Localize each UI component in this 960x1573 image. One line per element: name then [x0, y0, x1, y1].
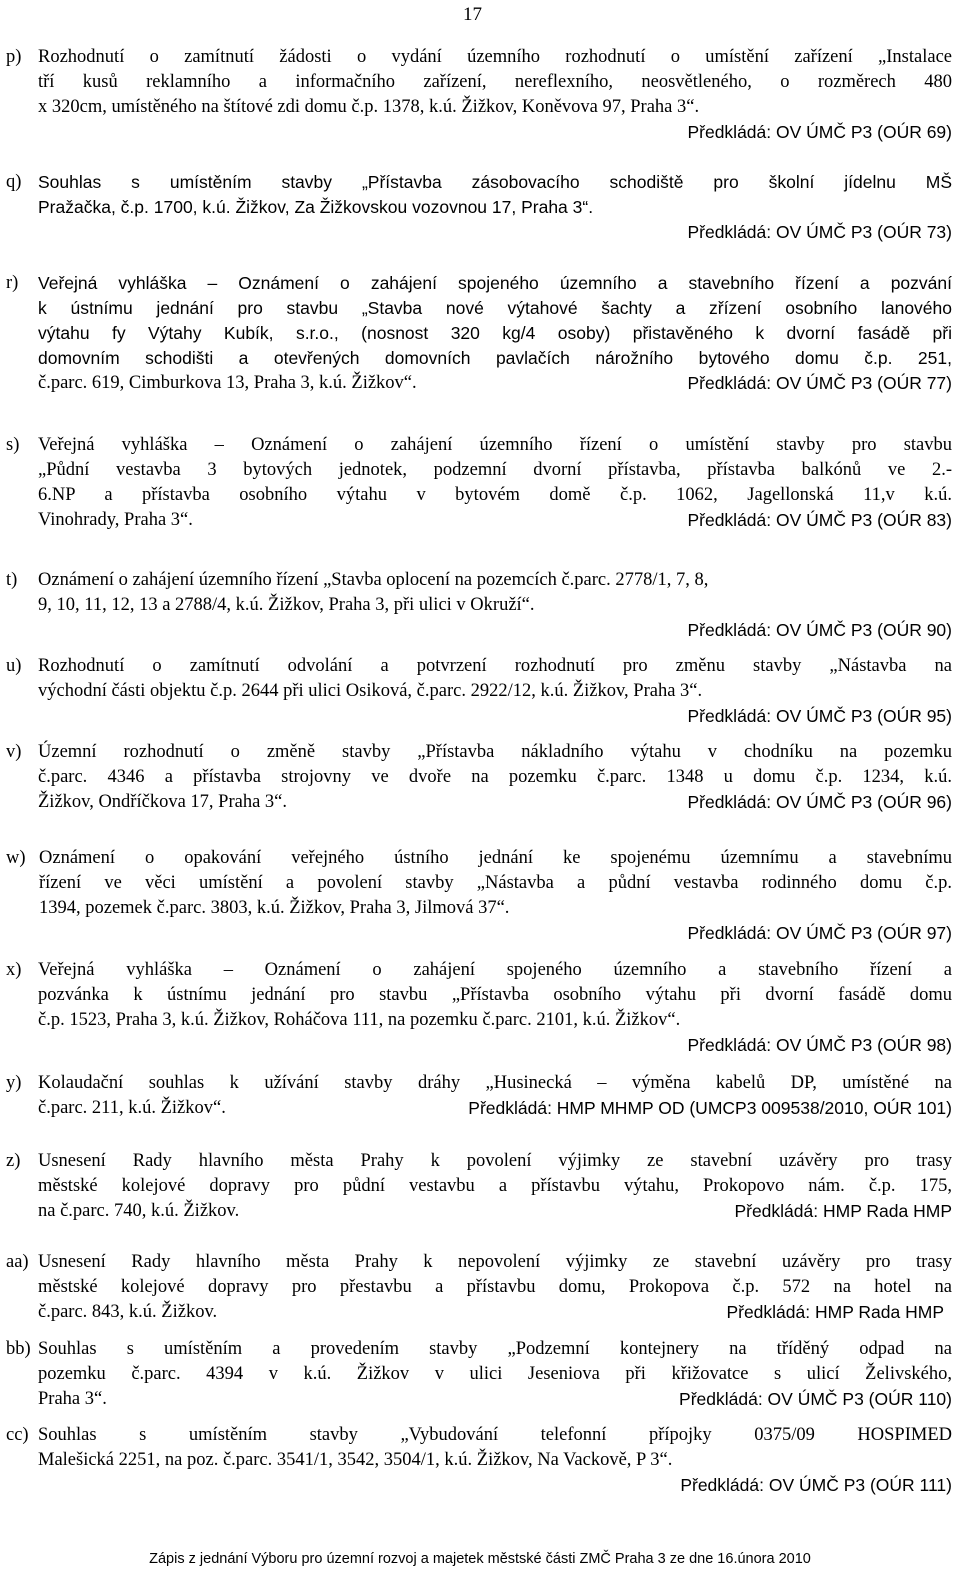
- item-text-line: k ústnímu jednání pro stavbu „Stavba nové výtahové šachty a zřízení osobního lanového: [38, 298, 952, 318]
- item-text-line: x 320cm, umístěného na štítové zdi domu č.p. 1378, k.ú. Žižkov, Koněvova 97, Praha 3“.: [38, 97, 700, 117]
- item-text-line: č.parc. 211, k.ú. Žižkov“.: [38, 1098, 226, 1118]
- item-label: q): [6, 172, 22, 192]
- item-text-line: Kolaudační souhlas k užívání stavby dráhy „Husinecká – výměna kabelů DP, umístěné na: [38, 1073, 952, 1093]
- item-text-line: Pražačka, č.p. 1700, k.ú. Žižkov, Za Žižkovskou vozovnou 17, Praha 3“.: [38, 197, 594, 217]
- item-text-line: č.parc. 4346 a přístavba strojovny ve dvoře na pozemku č.parc. 1348 u domu č.p. 1234, k.ú.: [38, 767, 952, 787]
- item-last-line: [38, 1300, 952, 1325]
- item-submitter: Předkládá: OV ÚMČ P3 (OÚR 69): [687, 122, 952, 142]
- item-label: aa): [6, 1252, 29, 1272]
- item-text-line: Veřejná vyhláška – Oznámení o zahájení územního řízení o umístění stavby pro stavbu: [38, 435, 952, 455]
- item-text-line: Usnesení Rady hlavního města Prahy k povolení výjimky ze stavební uzávěry pro trasy: [38, 1151, 952, 1171]
- item-text-line: Souhlas s umístěním stavby „Vybudování telefonní přípojky 0375/09 HOSPIMED: [38, 1425, 952, 1445]
- item-last-line: [38, 1199, 952, 1224]
- item-submitter: Předkládá: HMP MHMP OD (UMCP3 009538/2010, OÚR 101): [468, 1098, 952, 1118]
- item-submitter: Předkládá: OV ÚMČ P3 (OÚR 98): [687, 1035, 952, 1055]
- item-label: z): [6, 1151, 21, 1171]
- item-text-line: Rozhodnutí o zamítnutí odvolání a potvrzení rozhodnutí pro změnu stavby „Nástavba na: [38, 656, 952, 676]
- item-submitter: Předkládá: OV ÚMČ P3 (OÚR 110): [679, 1389, 952, 1409]
- item-text-line: Žižkov, Ondříčkova 17, Praha 3“.: [38, 792, 287, 812]
- item-text-line: východní části objektu č.p. 2644 při ulici Osiková, č.parc. 2922/12, k.ú. Žižkov, Praha 3“.: [38, 681, 703, 701]
- item-text-line: tří kusů reklamního a informačního zařízení, nereflexního, neosvětleného, o rozměrech 480: [38, 72, 952, 92]
- agenda-item-bb: [6, 1337, 952, 1412]
- item-submitter: Předkládá: OV ÚMČ P3 (OÚR 95): [687, 706, 952, 726]
- agenda-item-q: [6, 170, 952, 245]
- item-submitter: Předkládá: HMP Rada HMP: [734, 1201, 952, 1221]
- agenda-item-x: [6, 958, 952, 1058]
- item-label: v): [6, 742, 22, 762]
- item-text-line: pozvánka k ústnímu jednání pro stavbu „Přístavba osobního výtahu při dvorní fasádě domu: [38, 985, 952, 1005]
- agenda-item-cc: [6, 1423, 952, 1498]
- item-submitter: Předkládá: OV ÚMČ P3 (OÚR 97): [687, 923, 952, 943]
- agenda-item-t: [6, 568, 952, 643]
- item-last-line: [38, 371, 952, 396]
- item-text-line: Souhlas s umístěním stavby „Přístavba zásobovacího schodiště pro školní jídelnu MŠ: [38, 172, 952, 192]
- item-last-line: [38, 1096, 952, 1121]
- item-submitter: Předkládá: OV ÚMČ P3 (OÚR 83): [687, 510, 952, 530]
- item-text-line: městské kolejové dopravy pro přestavbu a přístavbu domu, Prokopova č.p. 572 na hotel na: [38, 1277, 952, 1297]
- agenda-item-v: [6, 740, 952, 815]
- item-text-line: Praha 3“.: [38, 1389, 107, 1409]
- agenda-item-p: [6, 45, 952, 145]
- item-text-line: „Půdní vestavba 3 bytových jednotek, podzemní dvorní přístavba, přístavba balkónů ve 2.-: [38, 460, 952, 480]
- agenda-item-z: [6, 1149, 952, 1224]
- item-submitter: Předkládá: OV ÚMČ P3 (OÚR 77): [687, 373, 952, 393]
- item-text-line: Veřejná vyhláška – Oznámení o zahájení spojeného územního a stavebního řízení a pozvání: [38, 273, 952, 293]
- item-text-line: pozemku č.parc. 4394 v k.ú. Žižkov v ulici Jeseniova při křižovatce s ulicí Želivského,: [38, 1364, 952, 1384]
- item-submitter: Předkládá: OV ÚMČ P3 (OÚR 73): [687, 222, 952, 242]
- item-label: s): [6, 435, 20, 455]
- item-label: w): [6, 848, 26, 868]
- item-text-line: Souhlas s umístěním a provedením stavby „Podzemní kontejnery na tříděný odpad na: [38, 1339, 952, 1359]
- item-text-line: Malešická 2251, na poz. č.parc. 3541/1, 3542, 3504/1, k.ú. Žižkov, Na Vackově, P 3“.: [38, 1450, 673, 1470]
- item-label: r): [6, 273, 19, 293]
- item-text-line: výtahu fy Výtahy Kubík, s.r.o., (nosnost 320 kg/4 osoby) přistavěného k dvorní fasádě při: [38, 323, 952, 343]
- agenda-item-r: [6, 271, 952, 396]
- agenda-item-w: [6, 846, 952, 946]
- page-number: 17: [463, 4, 482, 25]
- item-last-line: [38, 790, 952, 815]
- item-text-line: č.parc. 619, Cimburkova 13, Praha 3, k.ú. Žižkov“.: [38, 373, 417, 393]
- item-submitter: Předkládá: HMP Rada HMP: [726, 1302, 944, 1322]
- item-label: cc): [6, 1425, 29, 1445]
- item-label: bb): [6, 1339, 31, 1359]
- agenda-item-u: [6, 654, 952, 729]
- agenda-item-s: [6, 433, 952, 533]
- item-label: p): [6, 47, 22, 67]
- item-text-line: 1394, pozemek č.parc. 3803, k.ú. Žižkov, Praha 3, Jilmová 37“.: [39, 898, 510, 918]
- item-text-line: Vinohrady, Praha 3“.: [38, 510, 193, 530]
- item-last-line: [38, 1387, 952, 1412]
- item-text-line: č.p. 1523, Praha 3, k.ú. Žižkov, Roháčova 111, na pozemku č.parc. 2101, k.ú. Žižkov“.: [38, 1010, 681, 1030]
- page-footer: Zápis z jednání Výboru pro územní rozvoj a majetek městské části ZMČ Praha 3 ze dne 16.února 2010: [149, 1551, 811, 1567]
- item-text-line: Oznámení o opakování veřejného ústního jednání ke spojenému územnímu a stavebnímu: [39, 848, 952, 868]
- item-text-line: domovním schodišti a otevřených domovních pavlačích nárožního bytového domu č.p. 251,: [38, 348, 952, 368]
- item-submitter: Předkládá: OV ÚMČ P3 (OÚR 111): [680, 1475, 952, 1495]
- item-text-line: na č.parc. 740, k.ú. Žižkov.: [38, 1201, 240, 1221]
- item-text-line: městské kolejové dopravy pro půdní vestavbu a přístavbu výtahu, Prokopovo nám. č.p. 175,: [38, 1176, 952, 1196]
- item-last-line: [38, 508, 952, 533]
- agenda-item-y: [6, 1071, 952, 1121]
- item-label: t): [6, 570, 18, 590]
- item-label: x): [6, 960, 22, 980]
- agenda-item-aa: [6, 1250, 952, 1325]
- item-text-line: Rozhodnutí o zamítnutí žádosti o vydání územního rozhodnutí o umístění zařízení „Instalace: [38, 47, 952, 67]
- item-label: y): [6, 1073, 22, 1093]
- item-text-line: Veřejná vyhláška – Oznámení o zahájení spojeného územního a stavebního řízení a: [38, 960, 952, 980]
- item-label: u): [6, 656, 22, 676]
- item-text-line: 6.NP a přístavba osobního výtahu v bytovém domě č.p. 1062, Jagellonská 11,v k.ú.: [38, 485, 952, 505]
- item-text-line: 9, 10, 11, 12, 13 a 2788/4, k.ú. Žižkov, Praha 3, při ulici v Okruží“.: [38, 595, 535, 615]
- item-submitter: Předkládá: OV ÚMČ P3 (OÚR 90): [687, 620, 952, 640]
- item-text-line: řízení ve věci umístění a povolení stavby „Nástavba a půdní vestavba rodinného domu č.p.: [39, 873, 952, 893]
- item-text-line: č.parc. 843, k.ú. Žižkov.: [38, 1302, 218, 1322]
- item-submitter: Předkládá: OV ÚMČ P3 (OÚR 96): [687, 792, 952, 812]
- item-text-line: Oznámení o zahájení územního řízení „Stavba oplocení na pozemcích č.parc. 2778/1, 7, 8,: [38, 570, 709, 590]
- item-text-line: Usnesení Rady hlavního města Prahy k nepovolení výjimky ze stavební uzávěry pro trasy: [38, 1252, 952, 1272]
- item-text-line: Územní rozhodnutí o změně stavby „Přístavba nákladního výtahu v chodníku na pozemku: [38, 742, 952, 762]
